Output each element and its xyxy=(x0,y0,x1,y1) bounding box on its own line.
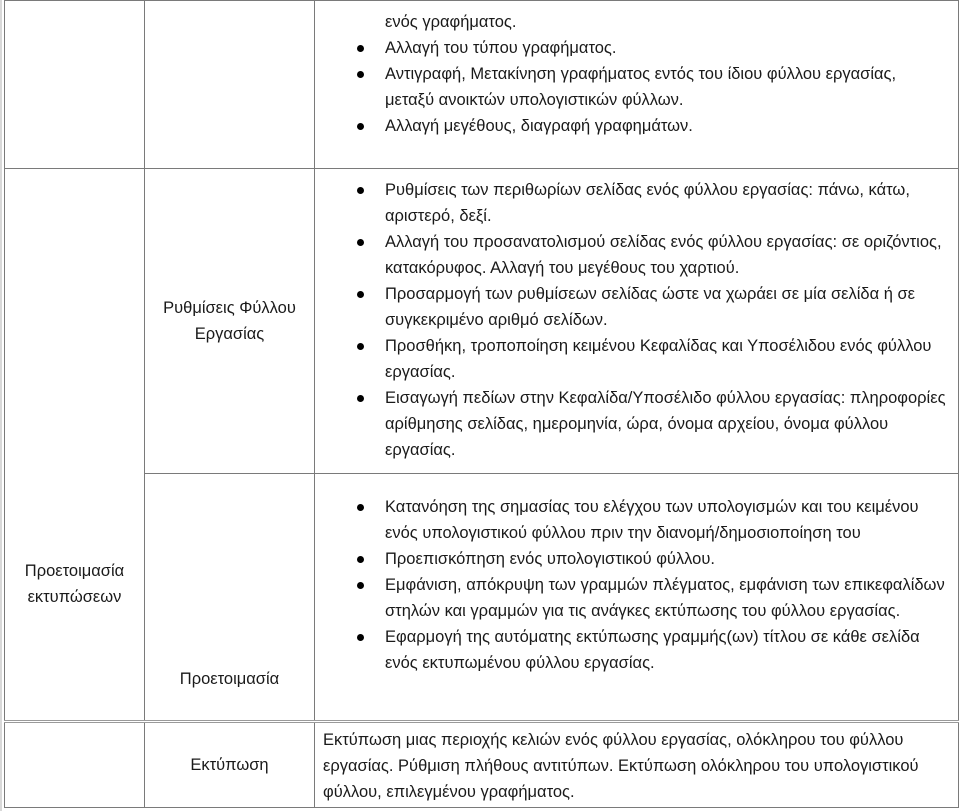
list-item: Προσαρμογή των ρυθμίσεων σελίδας ώστε να χωράει σε μία σελίδα ή σε συγκεκριμένο αριθμό σελίδων. xyxy=(385,281,948,333)
list-item: Αλλαγή του προσανατολισμού σελίδας ενός φύλλου εργασίας: σε οριζόντιος, κατακόρυφος. Αλλαγή του μεγέθους του χαρτιού. xyxy=(385,229,948,281)
module-cell xyxy=(5,169,145,722)
content-cell xyxy=(315,722,959,808)
list-item: Κατανόηση της σημασίας του ελέγχου των υπολογισμών και του κειμένου ενός υπολογιστικού φύλλου πριν την διανομή/δημοσιοποίηση του xyxy=(385,494,948,546)
category-label-line2: Εργασίας xyxy=(194,325,265,343)
list-item: Εισαγωγή πεδίων στην Κεφαλίδα/Υποσέλιδο φύλλου εργασίας: πληροφορίες αρίθμησης σελίδας, ημερομηνία, ώρα, όνομα αρχείου, όνομα φύλλου εργασίας. xyxy=(385,385,948,463)
module-label-line1: Προετοιμασία xyxy=(24,561,125,580)
continuation-list xyxy=(315,9,958,139)
category-label-line1: Εκτύπωση xyxy=(190,756,269,774)
content-cell xyxy=(315,169,959,474)
list-item: Προσθήκη, τροποποίηση κειμένου Κεφαλίδας και Υποσέλιδου ενός φύλλου εργασίας. xyxy=(385,333,948,385)
empty-category-cell xyxy=(145,1,315,169)
table-row xyxy=(5,169,959,474)
list-item: Ρυθμίσεις των περιθωρίων σελίδας ενός φύλλου εργασίας: πάνω, κάτω, αριστερό, δεξί. xyxy=(385,177,948,229)
list-item: ενός γραφήματος. xyxy=(385,13,517,31)
page-left-rule xyxy=(0,0,2,811)
continuation-cell xyxy=(315,1,959,169)
category-label-line1: Προετοιμασία xyxy=(179,670,280,688)
category-cell xyxy=(145,722,315,808)
empty-module-cell xyxy=(5,1,145,169)
list-item: Αλλαγή μεγέθους, διαγραφή γραφημάτων. xyxy=(385,113,948,139)
module-label-line2: εκτυπώσεων xyxy=(27,587,122,606)
category-cell xyxy=(145,169,315,474)
page-setup-list xyxy=(315,177,958,463)
list-item: Αλλαγή του τύπου γραφήματος. xyxy=(385,35,948,61)
list-item: Εφαρμογή της αυτόματης εκτύπωσης γραμμής(ων) τίτλου σε κάθε σελίδα ενός εκτυπωμένου φύλλου εργασίας. xyxy=(385,624,948,676)
list-item: Αντιγραφή, Μετακίνηση γραφήματος εντός του ίδιου φύλλου εργασίας, μεταξύ ανοικτών υπολογιστικών φύλλων. xyxy=(385,61,948,113)
list-item: Εμφάνιση, απόκρυψη των γραμμών πλέγματος, εμφάνιση των επικεφαλίδων στηλών και γραμμών για τις ανάγκες εκτύπωσης του φύλλου εργασίας. xyxy=(385,572,948,624)
list-item: Προεπισκόπηση ενός υπολογιστικού φύλλου. xyxy=(385,546,948,572)
preparation-list xyxy=(315,494,958,676)
content-cell xyxy=(315,474,959,722)
category-cell xyxy=(145,474,315,722)
empty-module-cell xyxy=(5,722,145,808)
printing-text: Εκτύπωση μιας περιοχής κελιών ενός φύλλου εργασίας, ολόκληρου του φύλλου εργασίας. Ρύθμιση πλήθους αντιτύπων. Εκτύπωση ολόκληρου του υπολογιστικού φύλλου, επιλεγμένου γραφήματος. xyxy=(323,731,919,801)
table-row xyxy=(5,722,959,808)
syllabus-table xyxy=(4,0,959,808)
table-row xyxy=(5,1,959,169)
table-row xyxy=(5,474,959,722)
category-label-line1: Ρυθμίσεις Φύλλου xyxy=(163,299,296,317)
